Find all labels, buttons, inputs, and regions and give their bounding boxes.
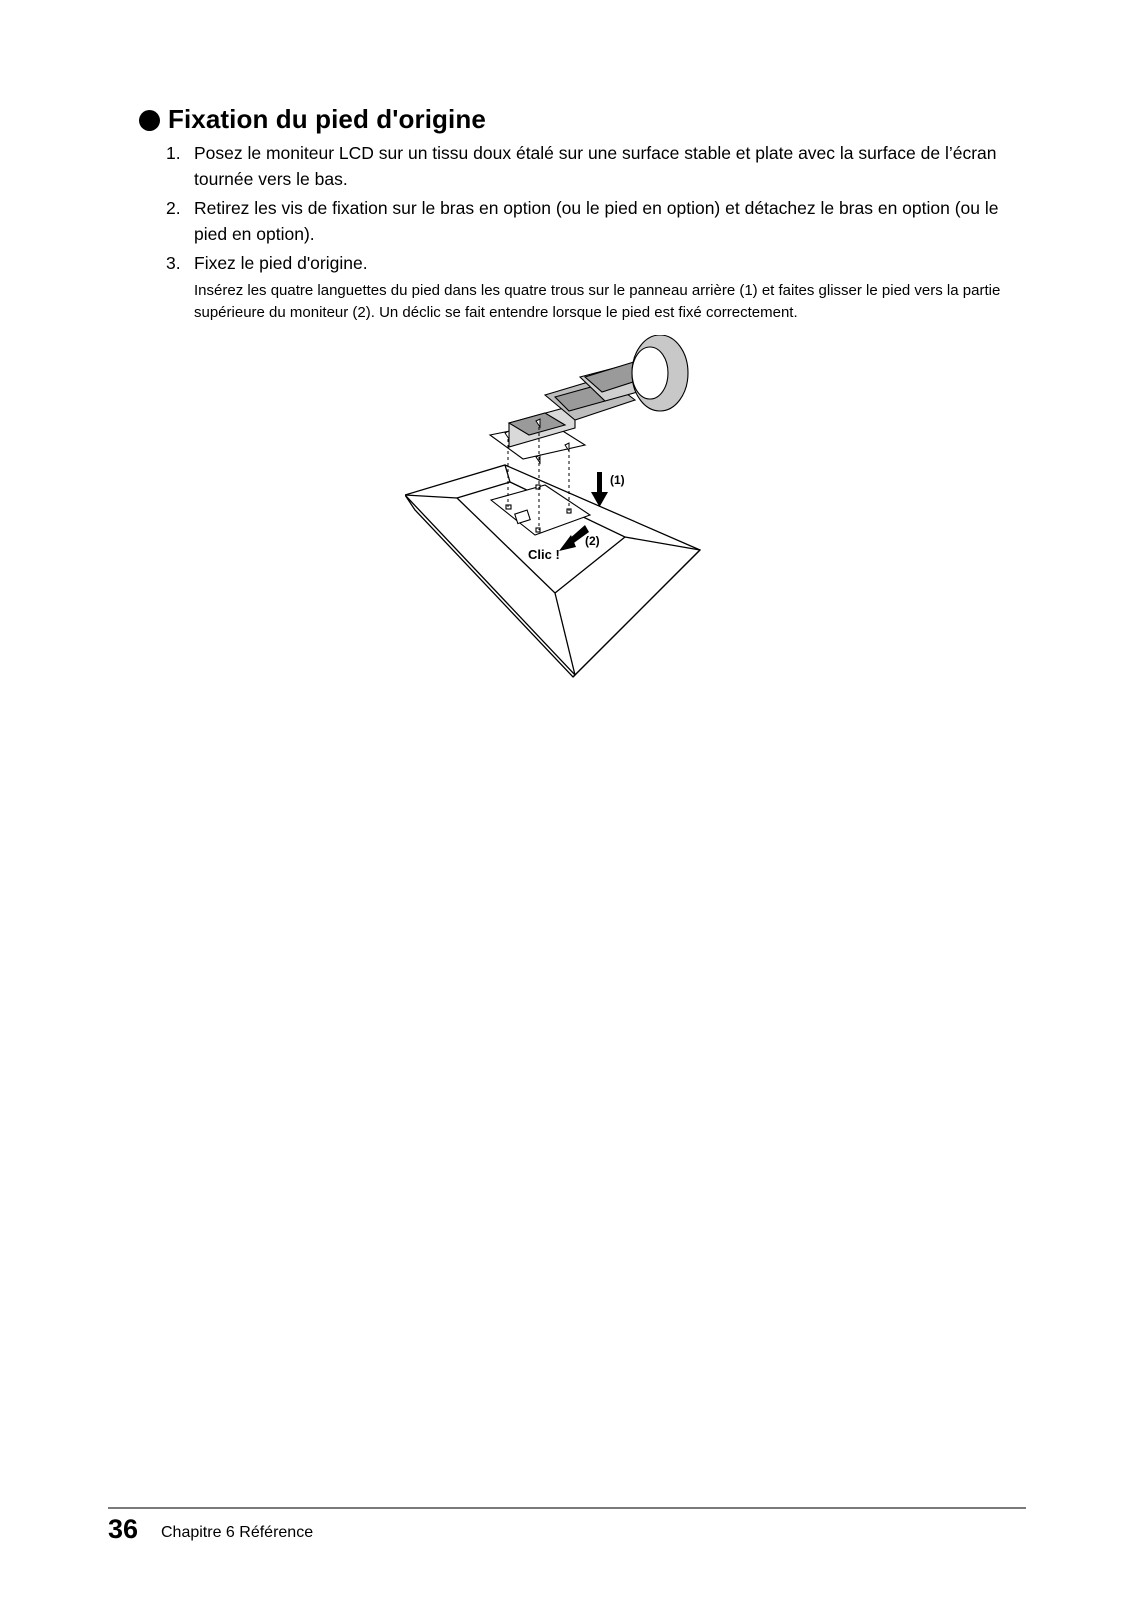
footer-divider (108, 1507, 1026, 1509)
stand-base (490, 335, 688, 459)
step-3 (166, 250, 1026, 324)
step-1 (166, 140, 1026, 192)
step-number: 2. (166, 198, 181, 218)
section-title: Fixation du pied d'origine (168, 104, 486, 134)
step-text: Fixez le pied d'origine. (194, 253, 368, 273)
stand-illustration-svg (405, 335, 725, 695)
step-text: Retirez les vis de fixation sur le bras en option (ou le pied en option) et détachez le bras en option (ou le pied en option). (194, 198, 999, 244)
step-2-label: (2) (585, 534, 600, 548)
page-number: 36 (108, 1514, 139, 1544)
instruction-steps (166, 140, 1026, 327)
step-1-label: (1) (610, 473, 625, 487)
step-text: Posez le moniteur LCD sur un tissu doux étalé sur une surface stable et plate avec la surface de l’écran tournée vers le bas. (194, 143, 997, 189)
step-number: 3. (166, 253, 181, 273)
step-number: 1. (166, 143, 181, 163)
chapter-title: Chapitre 6 Référence (161, 1524, 314, 1541)
stand-attachment-illustration (405, 335, 725, 695)
down-arrow-icon (591, 472, 608, 507)
section-heading (139, 104, 486, 135)
click-label: Clic ! (528, 547, 560, 562)
step-note: Insérez les quatre languettes du pied dans les quatre trous sur le panneau arrière (1) et faites glisser le pied vers la partie supérieure du moniteur (2). Un déclic se fait entendre lorsque le pied est fixé correctement. (194, 282, 1001, 321)
filled-circle-bullet-icon (139, 110, 160, 131)
step-2 (166, 195, 1026, 247)
